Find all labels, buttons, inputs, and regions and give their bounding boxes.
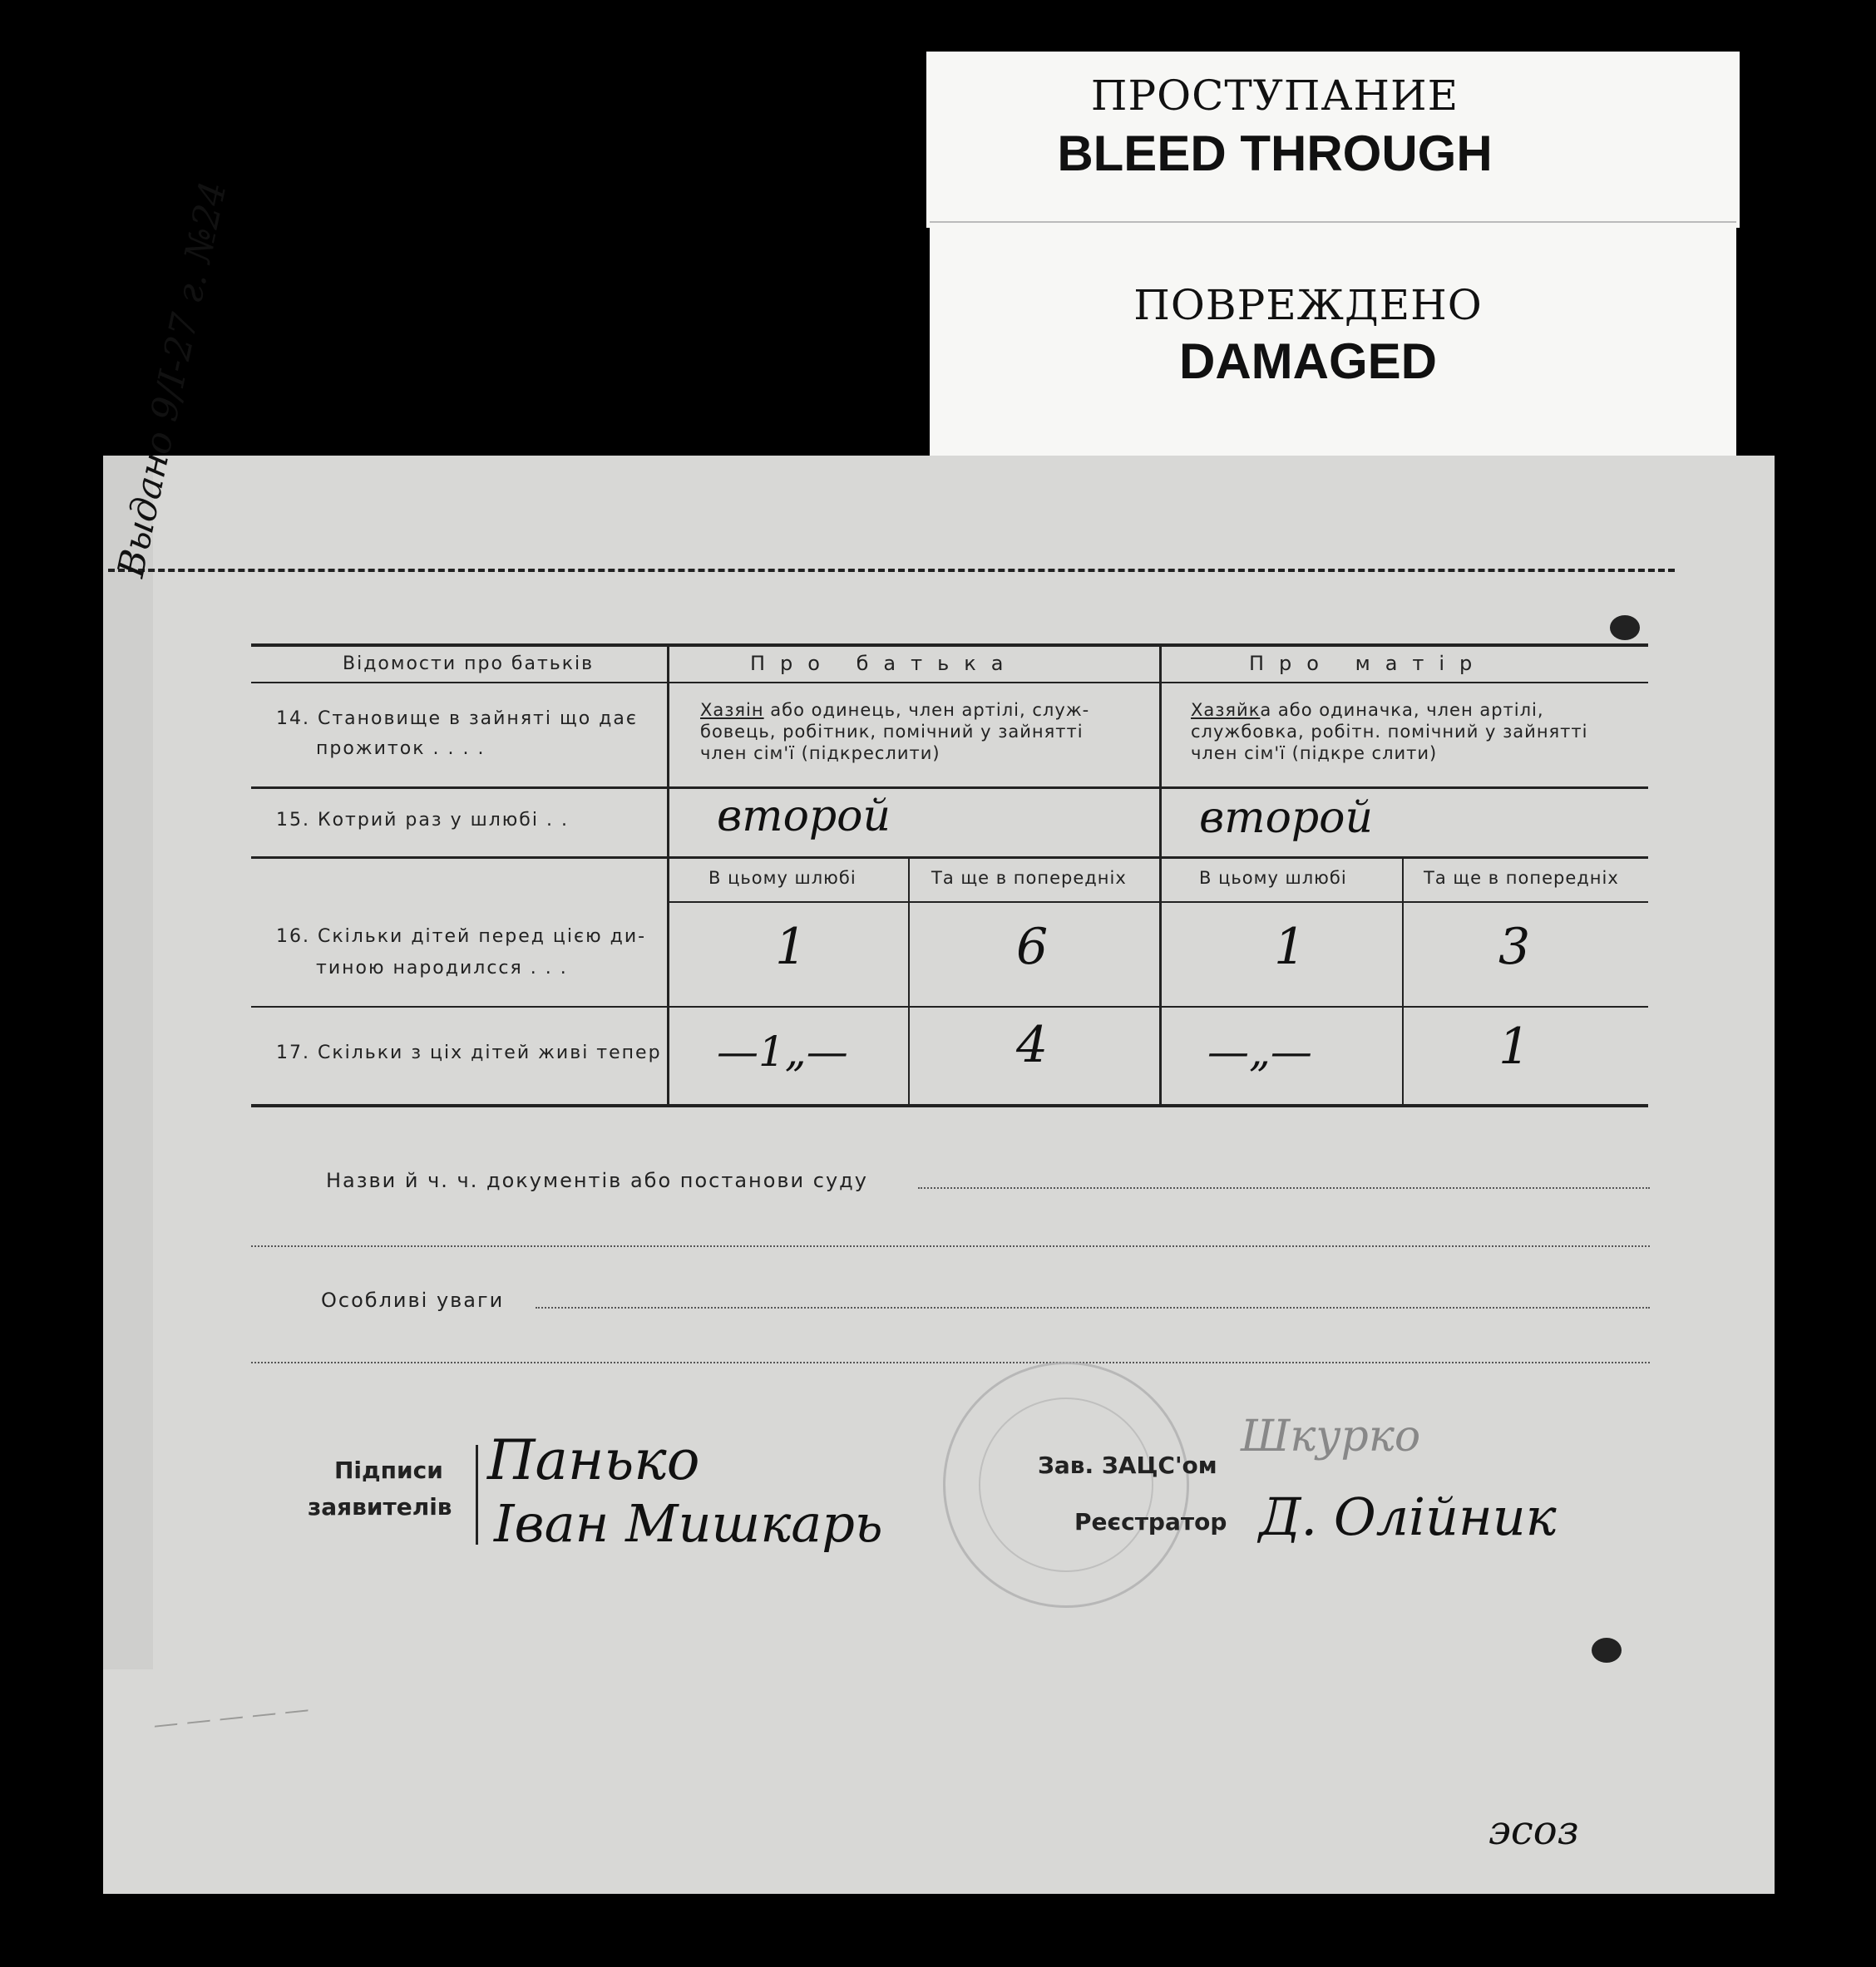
subheader-mother-previous: Та ще в попередніх: [1424, 868, 1619, 888]
damaged-label-card: [930, 221, 1736, 472]
bleed-through-scribble: — — — — —: [151, 1694, 311, 1740]
row16-label-line1: 16. Скільки дітей перед цією ди-: [276, 926, 647, 947]
row15-label: 15. Котрий раз у шлюбі . .: [276, 810, 569, 831]
row17-mother-this: —„—: [1207, 1028, 1312, 1076]
punch-hole: [1592, 1638, 1622, 1663]
punch-hole: [1610, 615, 1640, 640]
applicants-label-1: Підписи: [334, 1457, 443, 1484]
subheader-father-previous: Та ще в попередніх: [931, 868, 1127, 888]
row14-mother-underlined: Хазяйк: [1191, 700, 1261, 720]
row15-father-handwriting: второй: [717, 791, 891, 841]
bleed-through-en-text: BLEED THROUGH: [1057, 126, 1493, 181]
perforation-line: [108, 569, 1675, 572]
row16-mother-this: 1: [1274, 918, 1306, 976]
remarks-dotted-line: [251, 1362, 1650, 1363]
row16-label-line2: тиною народилсся . . .: [316, 958, 568, 979]
row14-father-underlined: Хазяін: [700, 700, 764, 720]
torn-edge: [103, 456, 153, 1669]
margin-handwritten-note: Выдано 9/I-27 г. №24: [110, 177, 235, 581]
table-rule: [251, 1104, 1648, 1107]
signature-bracket: [476, 1445, 478, 1545]
row14-mother-line2: службовка, робітн. помічний у зайнятті: [1191, 722, 1588, 742]
table-rule: [1402, 856, 1404, 1106]
row17-father-this: —1„—: [717, 1028, 848, 1076]
applicant-signature-1: Панько: [487, 1428, 700, 1492]
row14-label-line1: 14. Становище в зайняті що дає: [276, 708, 638, 729]
table-rule: [1159, 643, 1162, 1106]
head-zags-label: Зав. ЗАЦС'ом: [1038, 1452, 1217, 1479]
table-rule: [667, 901, 1648, 903]
corner-handwriting: эсоз: [1488, 1807, 1579, 1854]
subheader-mother-this-marriage: В цьому шлюбі: [1199, 868, 1347, 888]
documents-dotted-line: [251, 1245, 1650, 1247]
row17-mother-previous: 1: [1498, 1018, 1531, 1076]
row14-mother-line1: а або одиначка, член артілі,: [1260, 700, 1544, 720]
row16-father-this: 1: [775, 918, 807, 976]
table-rule: [251, 643, 1648, 647]
bleed-through-ru-text: ПРОСТУПАНИЕ: [1090, 71, 1459, 120]
table-rule: [251, 682, 1648, 683]
row14-mother-text: [1191, 700, 1544, 720]
row16-mother-previous: 3: [1498, 918, 1531, 976]
table-rule: [908, 856, 910, 1106]
row16-father-previous: 6: [1016, 918, 1049, 976]
row14-father-text: [700, 700, 1089, 720]
damaged-en-text: DAMAGED: [1179, 333, 1437, 389]
applicants-label-2: заявителів: [308, 1493, 452, 1521]
table-rule: [667, 643, 669, 1106]
damaged-ru-text: ПОВРЕЖДЕНО: [1133, 281, 1483, 329]
registrar-signature: Д. Олійник: [1259, 1486, 1557, 1547]
documents-label: Назви й ч. ч. документів або постанови суду: [326, 1169, 868, 1192]
table-rule: [251, 856, 1648, 859]
row14-father-line2: бовець, робітник, помічний у зайнятті: [700, 722, 1084, 742]
row14-father-line3: член сім'ї (підкреслити): [700, 743, 940, 763]
row17-father-previous: 4: [1016, 1016, 1049, 1074]
row14-label-line2: прожиток . . . .: [316, 738, 486, 759]
header-father: Про батька: [750, 652, 1019, 675]
official-stamp: [943, 1362, 1189, 1608]
registrar-label: Реєстратор: [1074, 1508, 1227, 1536]
header-mother: Про матір: [1249, 652, 1488, 675]
subheader-father-this-marriage: В цьому шлюбі: [708, 868, 857, 888]
row14-mother-line3: член сім'ї (підкре слити): [1191, 743, 1438, 763]
header-about-parents: Відомости про батьків: [343, 653, 595, 674]
head-signature: Шкурко: [1241, 1412, 1421, 1462]
row14-father-line1: або одинець, член артілі, служ-: [763, 700, 1090, 720]
table-rule: [251, 1006, 1648, 1008]
row15-mother-handwriting: второй: [1199, 793, 1373, 843]
bleed-through-label-card: [926, 52, 1740, 228]
table-rule: [251, 786, 1648, 789]
remarks-dotted-line: [536, 1307, 1650, 1309]
row17-label: 17. Скільки з ціх дітей живі тепер: [276, 1043, 662, 1063]
documents-dotted-line: [918, 1187, 1650, 1189]
applicant-signature-2: Іван Мишкарь: [494, 1493, 883, 1554]
remarks-label: Особливі уваги: [321, 1289, 505, 1312]
